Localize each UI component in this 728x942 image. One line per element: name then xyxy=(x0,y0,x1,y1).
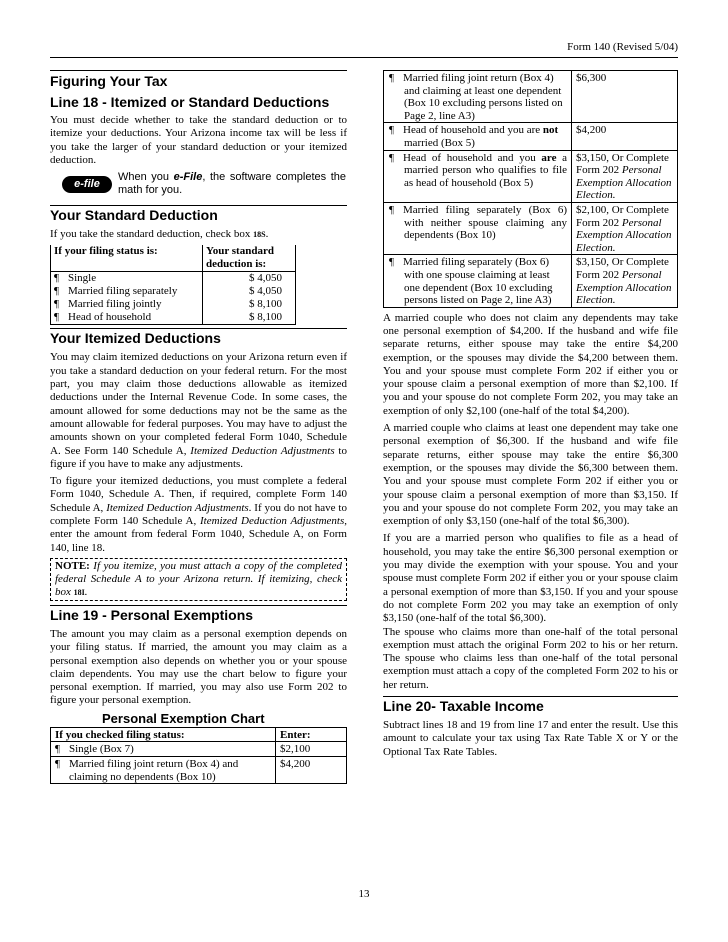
line18-title: Line 18 - Itemized or Standard Deductions xyxy=(50,94,330,110)
line18-paragraph: You must decide whether to take the standard deduction or to itemize your deductions. Your Arizona income tax will be less if you take the larger of your standard deduction or your itemized deduction. xyxy=(50,114,347,166)
table-row: ¶ Head of household and you are a married person who qualifies to file as head of household (Box 5) $3,150, Or Complete Form 202 Personal Exemption Allocation Election. xyxy=(384,150,678,202)
header-rule xyxy=(50,57,678,58)
exemption-chart-title: Personal Exemption Chart xyxy=(102,710,265,726)
married-no-dependents-paragraph: A married couple who does not claim any dependents may take one personal exemption of $4,200. If the husband and wife file separate returns, either spouse may take the entire $4,200 exemption, or the spouses may divide the $4,200 between them. You and your spouse must complete Form 202 if either you or your spouse claim a personal exemption of more than $2,100. If you and your spouse do not complete Form 202, you may take an exemption of only $2,100 (one-half of the total $4,200). xyxy=(383,311,678,417)
table-row: ¶ Head of household $ 8,100 xyxy=(51,311,296,325)
section-title: Figuring Your Tax xyxy=(50,73,168,89)
std-col-status: If your filing status is: xyxy=(51,245,203,272)
itemized-paragraph-1: You may claim itemized deductions on your Arizona return even if you take a standard deduction on your federal return. For the most part, you may claim those deductions allowable as itemized deductions under the Internal Revenue Code. In some cases, the amount allowed for some deductions may not be the same as the amount allowable for federal purposes. You may have to adjust the amounts shown on your completed federal Form 1040, Schedule A. See Form 140 Schedule A, Itemized Deduction Adjustments to figure if you have to make any adjustments. xyxy=(50,351,347,470)
table-row: ¶ Single $ 4,050 xyxy=(51,272,296,286)
section-title-underline xyxy=(50,70,347,71)
efile-text: When you e-File, the software completes the math for you. xyxy=(118,171,346,197)
line19-title: Line 19 - Personal Exemptions xyxy=(50,606,254,623)
line19-paragraph: The amount you may claim as a personal exemption depends on your filing status. If married, the amount you may claim as a personal exemption also depends on whether you or your spouse claim dependents. You may use the chart below to figure your personal exemption. If married, you may also use Form 202 to figure your personal exemption. xyxy=(50,627,347,707)
table-row: ¶ Married filing joint return (Box 4) and claiming at least one dependent (Box 10 excluding persons listed on Page 2, line A3) $6,300 xyxy=(384,71,678,123)
form-reference: Form 140 (Revised 5/04) xyxy=(567,41,678,53)
table-row: ¶ Married filing joint return (Box 4) and claiming no dependents (Box 10) $4,200 xyxy=(51,756,347,783)
standard-deduction-title: Your Standard Deduction xyxy=(50,207,218,224)
table-row: ¶ Married filing jointly $ 8,100 xyxy=(51,298,296,311)
form202-attach-paragraph: The spouse who claims more than one-half of the total personal exemption must attach the original Form 202 to his or her return. The spouse who claims less than one-half of the total personal exemption must attach a copy of the completed Form 202 to his or her return. xyxy=(383,625,678,691)
line20-paragraph: Subtract lines 18 and 19 from line 17 and enter the result. Use this amount to calculate your tax using Tax Rate Table X or Y or the Optional Tax Rate Tables. xyxy=(383,719,678,758)
exemption-chart-left xyxy=(50,727,347,784)
table-row: ¶ Married filing separately $ 4,050 xyxy=(51,285,296,298)
efile-logo: e-file xyxy=(62,176,112,193)
itemized-paragraph-2: To figure your itemized deductions, you must complete a federal Form 1040, Schedule A. Then, if required, complete Form 140 Schedule A, Itemized Deduction Adjustments. If you do not have to complete Form 140 Schedule A, Itemized Deduction Adjustments, enter the amount from federal Form 1040, Schedule A, on Form 140, line 18. xyxy=(50,475,347,554)
table-row: ¶ Married filing separately (Box 6) with neither spouse claiming any dependents (Box 10) $2,100, Or Complete Form 202 Personal Exemption Allocation Election. xyxy=(384,202,678,254)
table-row: ¶ Married filing separately (Box 6) with one spouse claiming at least one dependent (Box 10 excluding persons listed on Page 2, line A3) $3,150, Or Complete Form 202 Personal Exemption Allocation Election. xyxy=(384,255,678,307)
standard-deduction-table xyxy=(50,245,296,325)
standard-deduction-intro: If you take the standard deduction, check box 18S. xyxy=(50,228,269,241)
table-row: ¶ Head of household and you are not married (Box 5) $4,200 xyxy=(384,123,678,150)
efile-note xyxy=(50,171,347,201)
chart-col-status: If you checked filing status: xyxy=(51,727,276,742)
itemized-deductions-title: Your Itemized Deductions xyxy=(50,330,221,347)
page-number: 13 xyxy=(358,888,370,900)
right-column xyxy=(383,70,678,759)
line20-title: Line 20- Taxable Income xyxy=(383,698,544,714)
exemption-chart-right xyxy=(383,70,678,308)
chart-col-enter: Enter: xyxy=(276,727,347,742)
std-col-deduction: Your standard deduction is: xyxy=(203,245,296,272)
left-column xyxy=(50,70,347,784)
married-with-dependents-paragraph: A married couple who claims at least one dependent may take one personal exemption of $6,300. If the husband and wife file separate returns, either spouse may take the entire $6,300 exemption, or the spouses may divide the $6,300 between them. You and your spouse must complete Form 202 if either you or your spouse claim a personal exemption of more than $3,150. If you and your spouse do not complete Form 202, you may take an exemption of only $3,150 (one-half of the total $6,300). xyxy=(383,422,678,528)
head-of-household-paragraph: If you are a married person who qualifies to file as a head of household, you may take the entire $6,300 personal exemption or you may divide the exemption with your spouse. You and your spouse must complete Form 202 if either you or your spouse claim a personal exemption of more than $3,150. If you and your spouse do not complete Form 202 you may take an exemption of only $3,150 (one-half of the total $6,300). xyxy=(383,532,678,625)
table-row: ¶ Single (Box 7) $2,100 xyxy=(51,742,347,757)
itemize-note: NOTE: If you itemize, you must attach a copy of the completed federal Schedule A to your Arizona return. If itemizing, check box 18I. xyxy=(50,558,347,601)
